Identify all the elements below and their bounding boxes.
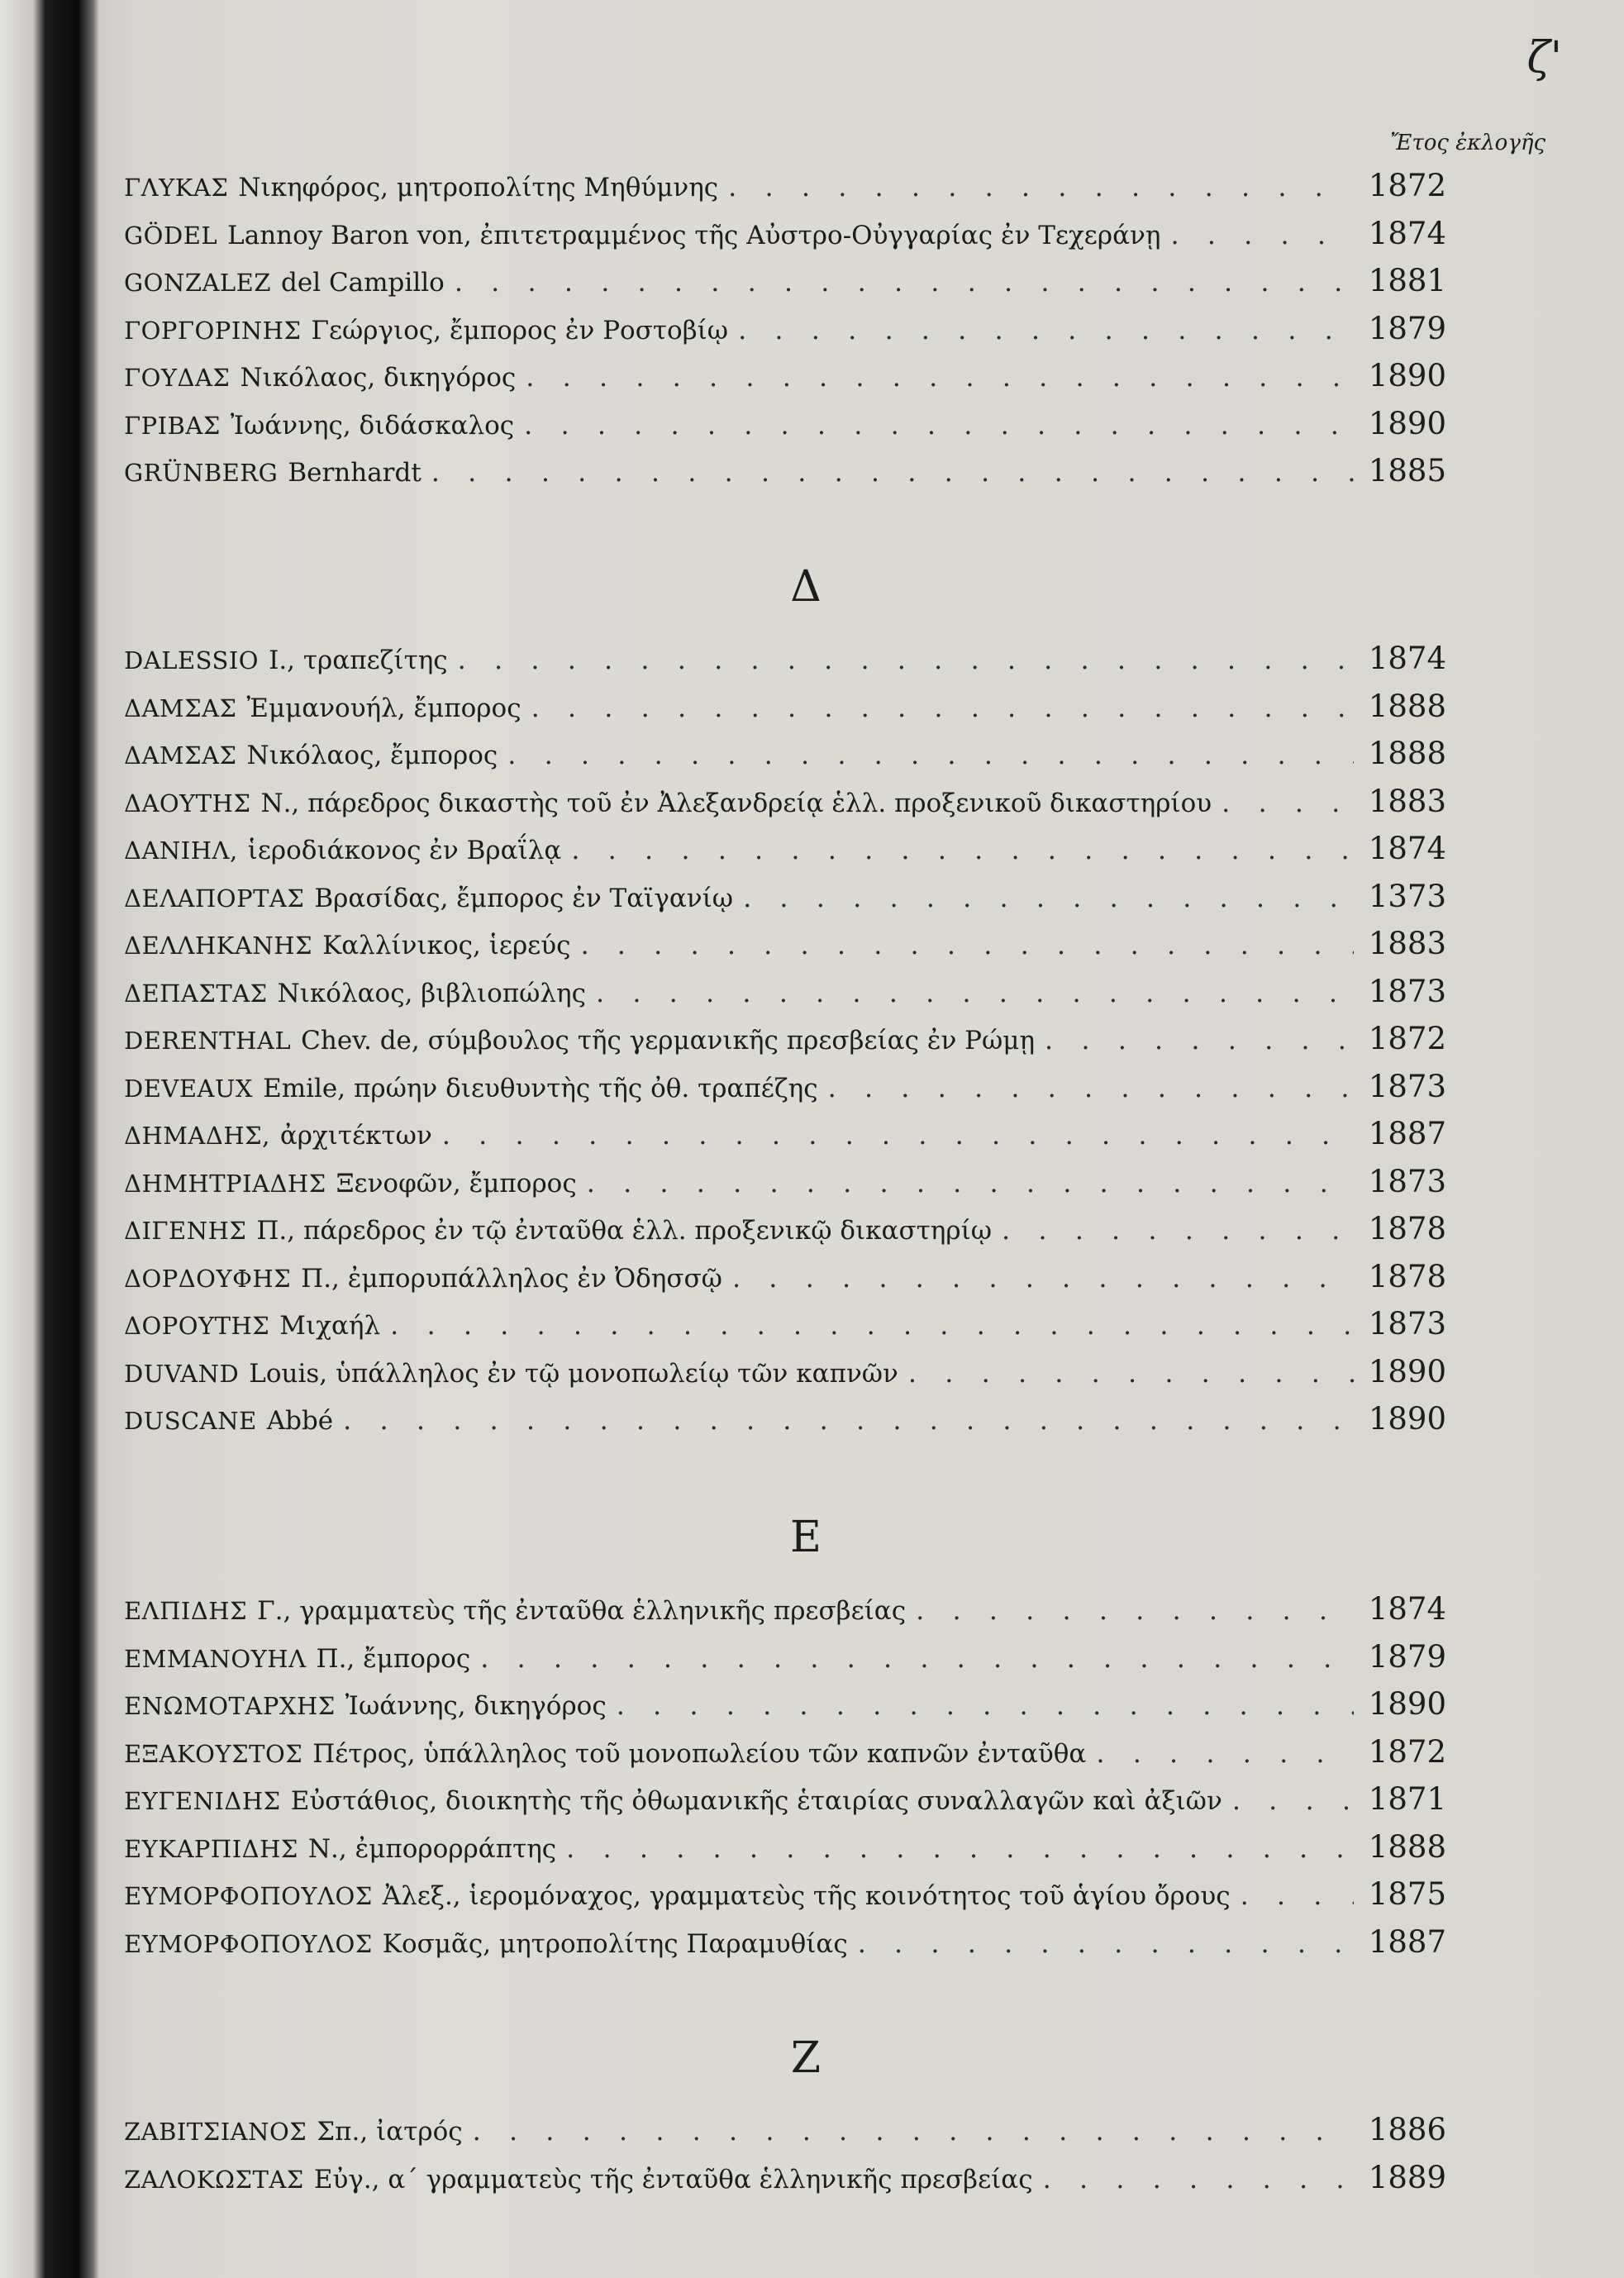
entry-row (124, 1633, 1446, 1681)
entry-row (124, 1300, 1446, 1348)
entry-year: 1878 (1368, 1211, 1446, 1246)
entry-desc: Π., ἔμπορος (316, 1643, 471, 1674)
entry-row (124, 210, 1446, 258)
dot-leader (390, 1302, 1354, 1350)
entry-name: ΖΑΒΙΤΣΙΑΝΟΣ (124, 2118, 307, 2146)
entry-year: 1874 (1368, 215, 1446, 251)
entry-year: 1879 (1368, 310, 1446, 346)
entry-year: 1890 (1368, 1401, 1446, 1437)
entry-name: ΖΑΛΟΚΩΣΤΑΣ (124, 2165, 304, 2194)
dot-leader (743, 875, 1354, 922)
entry-year: 1873 (1368, 1068, 1446, 1104)
entry-year: 1881 (1368, 263, 1446, 298)
entry-row (124, 1015, 1446, 1063)
entry-name: ΔΕΠΑΣΤΑΣ (124, 979, 268, 1008)
entry-row (124, 352, 1446, 400)
entry-name: DERENTHAL (124, 1027, 292, 1055)
entry-row (124, 1158, 1446, 1206)
entry-year: 1890 (1368, 1686, 1446, 1722)
entry-desc: Γεώργιος, ἔμπορος ἐν Ροστοβίῳ (311, 315, 729, 346)
entry-name: ΕΞΑΚΟΥΣΤΟΣ (124, 1739, 303, 1768)
entry-name: ΕΛΠΙΔΗΣ (124, 1597, 248, 1625)
entry-row (124, 1680, 1446, 1728)
dot-leader (1232, 1777, 1354, 1825)
entry-row (124, 968, 1446, 1016)
entry-year: 1373 (1368, 878, 1446, 914)
entry-year: 1890 (1368, 405, 1446, 441)
entry-desc: Πέτρος, ὑπάλληλος τοῦ μονοπωλείου τῶν καπνῶν ἐνταῦθα (312, 1738, 1087, 1769)
dot-leader (343, 1397, 1354, 1445)
dot-leader (455, 259, 1354, 307)
dot-leader (916, 1587, 1354, 1635)
dot-leader (566, 1825, 1354, 1873)
entry-year: 1873 (1368, 1306, 1446, 1342)
dot-leader (858, 1920, 1354, 1968)
entry-row (124, 1110, 1446, 1158)
entry-desc: Louis, ὑπάλληλος ἐν τῷ μονοπωλείῳ τῶν καπνῶν (249, 1358, 898, 1389)
entry-desc: Ἰωάννης, δικηγόρος (345, 1691, 607, 1721)
entry-name: ΔΙΓΕΝΗΣ (124, 1217, 247, 1245)
entry-desc: Εὐστάθιος, διοικητὴς τῆς ὀθωμανικῆς ἑταιρίας συναλλαγῶν καὶ ἀξιῶν (290, 1786, 1222, 1816)
entry-row (124, 683, 1446, 731)
entry-desc: Emile, πρώην διευθυντὴς τῆς ὀθ. τραπέζης (263, 1073, 818, 1103)
dot-leader (531, 684, 1354, 732)
entry-desc: Ἰωάννης, διδάσκαλος (230, 410, 515, 441)
entry-row (124, 2106, 1446, 2154)
entry-list (124, 2106, 1446, 2201)
entry-year: 1887 (1368, 1923, 1446, 1960)
entry-row (124, 162, 1446, 210)
entry-desc: Νικόλαος, βιβλιοπώλης (277, 978, 586, 1008)
entry-name: ΔΑΝΙΗΛ, (124, 836, 238, 865)
entry-year: 1873 (1368, 1163, 1446, 1199)
section-letter: Ε (790, 1513, 822, 1562)
entry-year: 1872 (1368, 1021, 1446, 1056)
entry-name: ΓΟΡΓΟΡΙΝΗΣ (124, 316, 302, 345)
dot-leader (458, 636, 1354, 684)
entry-list (124, 635, 1446, 1443)
entry-desc: ἀρχιτέκτων (279, 1121, 432, 1151)
dot-leader (1045, 1017, 1354, 1065)
entry-list (124, 1585, 1446, 1966)
entry-name: ΓΡΙΒΑΣ (124, 411, 221, 440)
entry-name: ΓΟΥΔΑΣ (124, 364, 231, 392)
dot-leader (908, 1350, 1354, 1398)
entry-list (124, 162, 1446, 495)
dot-leader (571, 827, 1354, 875)
entry-year: 1890 (1368, 358, 1446, 393)
entry-name: DUSCANE (124, 1407, 257, 1435)
entry-desc: Νικηφόρος, μητροπολίτης Μηθύμνης (238, 173, 719, 203)
dot-leader (1222, 779, 1354, 827)
dot-leader (732, 1255, 1354, 1303)
entry-desc: Ἐμμανουήλ, ἔμπορος (246, 693, 521, 723)
dot-leader (1170, 212, 1354, 260)
entry-desc: Π., ἐμπορυπάλληλος ἐν Ὀδησσῷ (301, 1263, 722, 1294)
entry-name: ΕΥΓΕΝΙΔΗΣ (124, 1787, 281, 1815)
dot-leader (1002, 1207, 1354, 1255)
entry-desc: Νικόλαος, δικηγόρος (240, 363, 517, 393)
entry-name: ΕΥΚΑΡΠΙΔΗΣ (124, 1834, 298, 1863)
dot-leader (1096, 1730, 1354, 1778)
section-zeta (124, 2033, 1446, 2201)
entry-desc: Βρασίδας, ἔμπορος ἐν Ταϊγανίῳ (314, 883, 734, 913)
entry-name: ΔΟΡΟΥΤΗΣ (124, 1312, 270, 1340)
entry-year: 1888 (1368, 1828, 1446, 1865)
entry-year: 1879 (1368, 1638, 1446, 1675)
entry-year: 1887 (1368, 1116, 1446, 1151)
entry-name: ΔΑΜΣΑΣ (124, 693, 237, 722)
entry-desc: ἱεροδιάκονος ἐν Βραΐλᾳ (247, 836, 562, 865)
entry-year: 1878 (1368, 1258, 1446, 1294)
entry-year: 1875 (1368, 1876, 1446, 1912)
entry-row (124, 1918, 1446, 1966)
entry-desc: Bernhardt (288, 458, 421, 488)
entry-year: 1873 (1368, 973, 1446, 1009)
entry-name: ΓΛΥΚΑΣ (124, 174, 229, 202)
book-gutter (0, 0, 99, 2278)
entry-row (124, 1775, 1446, 1823)
entry-year: 1890 (1368, 1353, 1446, 1389)
entry-year: 1886 (1368, 2112, 1446, 2147)
entry-row (124, 873, 1446, 921)
section-epsilon (124, 1513, 1446, 1966)
entry-desc: Κοσμᾶς, μητροπολίτης Παραμυθίας (382, 1928, 848, 1959)
year-column-header: Ἔτος ἐκλογῆς (1390, 131, 1545, 155)
entry-year: 1888 (1368, 736, 1446, 771)
entry-row (124, 305, 1446, 353)
entry-row (124, 1063, 1446, 1111)
entry-name: ΕΥΜΟΡΦΟΠΟΥΛΟΣ (124, 1882, 373, 1910)
entry-name: GRÜNBERG (124, 459, 279, 487)
entry-name: DALESSIO (124, 646, 260, 674)
entry-year: 1889 (1368, 2159, 1446, 2195)
entry-row (124, 1585, 1446, 1633)
entry-row (124, 2154, 1446, 2202)
entry-name: ΔΗΜΑΔΗΣ, (124, 1122, 270, 1150)
section-letter: Ζ (790, 2033, 822, 2083)
entry-name: DUVAND (124, 1359, 240, 1388)
entry-desc: Ἀλεξ., ἱερομόναχος, γραμματεὺς τῆς κοινότητος τοῦ ἁγίου ὄρους (382, 1881, 1231, 1911)
entry-desc: Lannoy Baron von, ἐπιτετραμμένος τῆς Αὐστρο-Οὐγγαρίας ἐν Τεχεράνῃ (227, 220, 1161, 250)
entry-year: 1883 (1368, 783, 1446, 819)
entry-year: 1888 (1368, 688, 1446, 724)
entry-desc: Ν., πάρεδρος δικαστὴς τοῦ ἐν Ἀλεξανδρείᾳ ἑλλ. προξενικοῦ δικαστηρίου (260, 788, 1212, 818)
entry-year: 1874 (1368, 1591, 1446, 1627)
dot-leader (617, 1682, 1354, 1730)
dot-leader (1043, 2156, 1354, 2204)
entry-row (124, 1823, 1446, 1871)
entry-desc: Σπ., ἰατρός (317, 2117, 463, 2147)
entry-desc: del Campillo (281, 268, 445, 298)
entry-row (124, 920, 1446, 968)
entry-year: 1872 (1368, 1733, 1446, 1770)
dot-leader (431, 449, 1354, 497)
entry-name: ΔΕΛΛΗΚΑΝΗΣ (124, 932, 313, 960)
entry-desc: Εὐγ., α΄ γραμματεὺς τῆς ἐνταῦθα ἑλληνικῆς πρεσβείας (313, 2164, 1033, 2195)
entry-year: 1883 (1368, 926, 1446, 961)
entry-desc: Νικόλαος, ἔμπορος (246, 741, 498, 770)
entry-name: ΔΗΜΗΤΡΙΑΔΗΣ (124, 1169, 326, 1198)
entry-row (124, 825, 1446, 873)
entry-name: ΕΜΜΑΝΟΥΗΛ (124, 1644, 307, 1673)
entry-desc: I., τραπεζίτης (269, 646, 448, 675)
dot-leader (473, 2108, 1354, 2156)
entry-row (124, 1253, 1446, 1301)
entry-row (124, 1205, 1446, 1253)
entry-year: 1872 (1368, 168, 1446, 203)
section-delta (124, 562, 1446, 1443)
entry-row (124, 730, 1446, 778)
dot-leader (587, 1160, 1354, 1208)
dot-leader (524, 402, 1354, 450)
entry-row (124, 447, 1446, 495)
entry-year: 1874 (1368, 831, 1446, 866)
dot-leader (596, 970, 1354, 1017)
dot-leader (480, 1635, 1354, 1683)
page-number: ζ' (1526, 33, 1562, 83)
entry-name: GONZALEZ (124, 269, 271, 297)
document-page (99, 0, 1624, 2278)
entry-row (124, 1348, 1446, 1396)
entry-row (124, 778, 1446, 826)
entry-desc: Γ., γραμματεὺς τῆς ἐνταῦθα ἑλληνικῆς πρεσβείας (257, 1596, 907, 1626)
entry-name: DEVEAUX (124, 1074, 254, 1103)
entry-desc: Ξενοφῶν, ἔμπορος (336, 1168, 577, 1199)
entry-name: ΔΑΟΥΤΗΣ (124, 789, 251, 817)
entry-row (124, 1871, 1446, 1918)
dot-leader (580, 922, 1354, 970)
entry-row (124, 257, 1446, 305)
section-gamma (124, 162, 1446, 495)
dot-leader (526, 354, 1354, 402)
entry-year: 1871 (1368, 1781, 1446, 1817)
entry-desc: Ν., ἐμπορορράπτης (307, 1833, 557, 1864)
entry-desc: Μιχαήλ (279, 1311, 381, 1341)
entry-name: GÖDEL (124, 221, 218, 250)
section-letter: Δ (790, 562, 822, 612)
entry-desc: Abbé (266, 1406, 334, 1436)
entry-desc: Π., πάρεδρος ἐν τῷ ἐνταῦθα ἑλλ. προξενικῷ δικαστηρίῳ (256, 1216, 993, 1246)
entry-row (124, 400, 1446, 448)
entry-row (124, 1395, 1446, 1443)
dot-leader (828, 1065, 1354, 1113)
entry-name: ΔΕΛΑΠΟΡΤΑΣ (124, 884, 305, 913)
entry-name: ΔΑΜΣΑΣ (124, 741, 237, 770)
entry-row (124, 635, 1446, 683)
dot-leader (1241, 1872, 1354, 1920)
entry-row (124, 1728, 1446, 1776)
entry-name: ΕΥΜΟΡΦΟΠΟΥΛΟΣ (124, 1929, 373, 1958)
dot-leader (507, 732, 1354, 779)
dot-leader (442, 1112, 1354, 1160)
entry-name: ΔΟΡΔΟΥΦΗΣ (124, 1264, 292, 1293)
entry-name: ΕΝΩΜΟΤΑΡΧΗΣ (124, 1692, 336, 1720)
entry-desc: Καλλίνικος, ἱερεύς (322, 931, 571, 960)
dot-leader (728, 164, 1354, 212)
entry-year: 1885 (1368, 453, 1446, 488)
dot-leader (738, 307, 1354, 355)
entry-desc: Chev. de, σύμβουλος τῆς γερμανικῆς πρεσβείας ἐν Ρώμῃ (301, 1026, 1036, 1056)
entry-year: 1874 (1368, 641, 1446, 676)
